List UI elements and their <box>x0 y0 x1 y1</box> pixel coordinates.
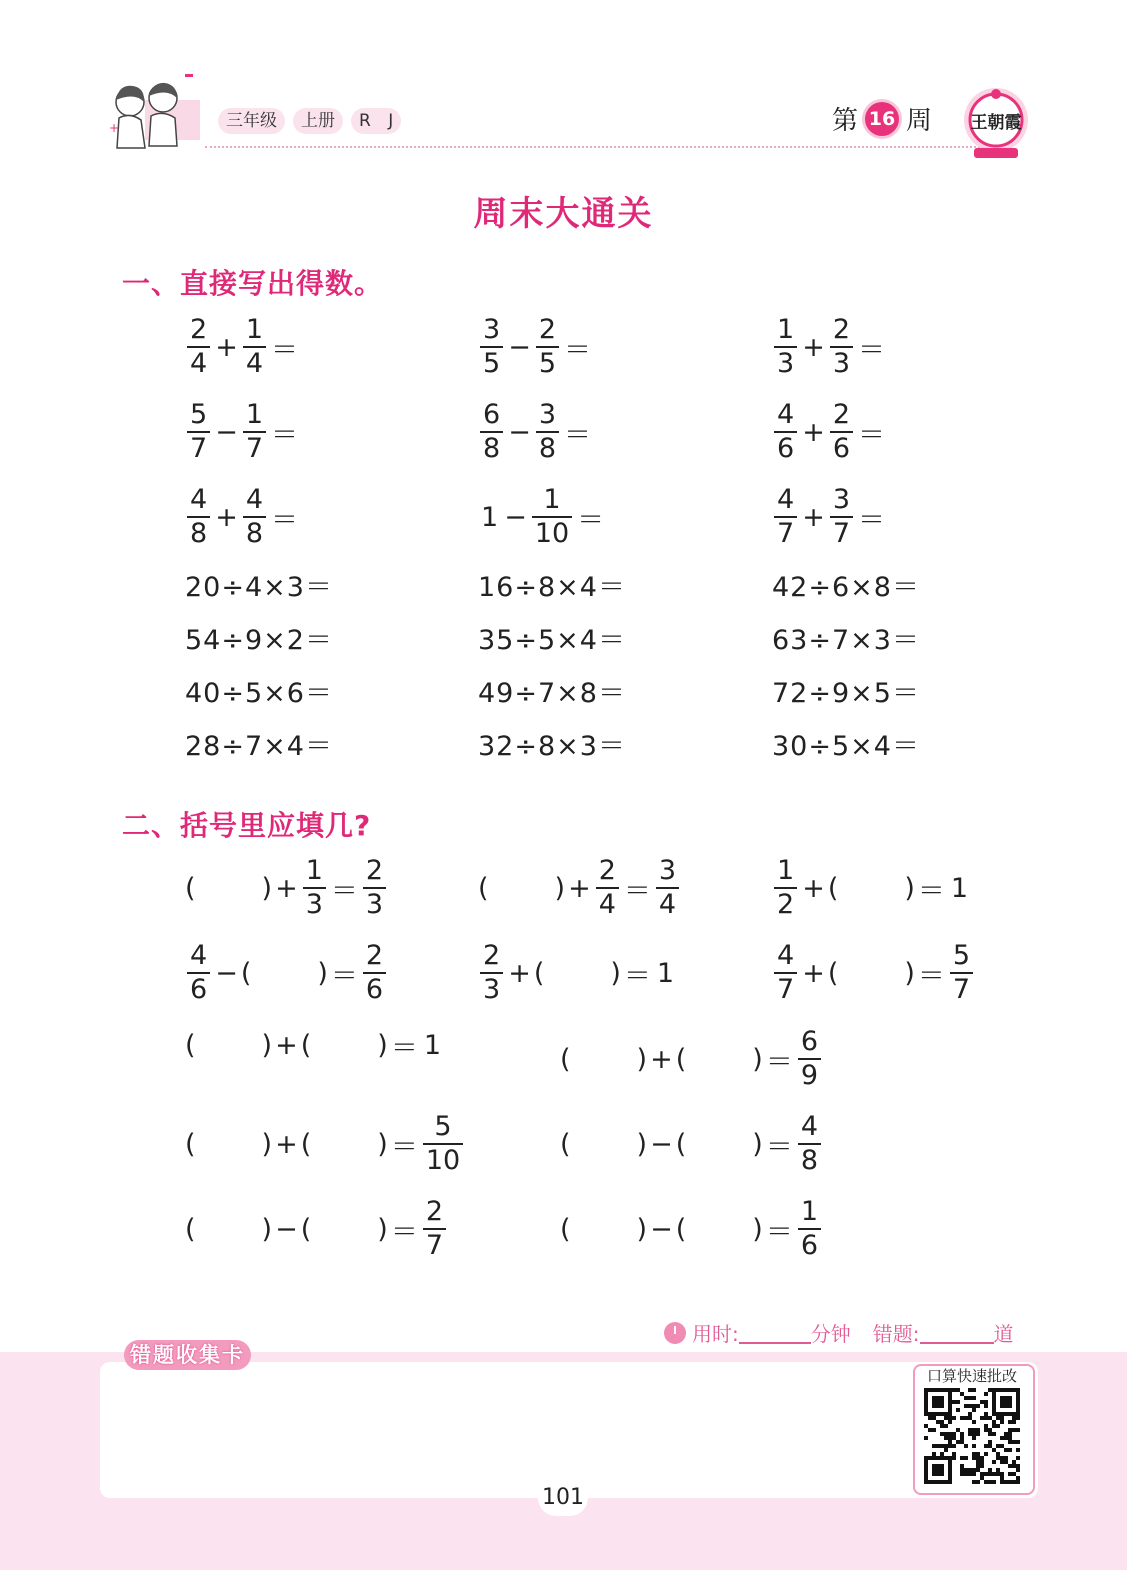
denominator: 6 <box>187 972 210 1006</box>
fraction-problem <box>185 484 301 550</box>
operator: + <box>568 872 591 904</box>
denominator: 6 <box>830 431 853 465</box>
time-record <box>664 1318 1014 1347</box>
numerator: 6 <box>800 1026 818 1057</box>
denominator: 8 <box>187 516 210 550</box>
arithmetic-problem: 42÷6×8＝ <box>772 572 920 603</box>
equals-sign: ＝ <box>271 504 298 536</box>
operator: − <box>215 416 238 448</box>
denominator: 3 <box>363 887 386 921</box>
denominator: 7 <box>774 516 797 550</box>
denominator: 7 <box>423 1228 446 1262</box>
operator: ＝ <box>765 1131 793 1163</box>
fraction-problem <box>478 484 607 550</box>
arithmetic-problem: 54÷9×2＝ <box>185 625 333 656</box>
fraction <box>774 940 797 1006</box>
fraction <box>187 314 210 380</box>
denominator: 8 <box>243 516 266 550</box>
time-label: 用时: <box>692 1322 739 1346</box>
operator: + <box>802 501 825 533</box>
numerator: 5 <box>952 940 971 971</box>
fraction <box>303 855 326 921</box>
numerator: 4 <box>777 940 795 971</box>
arithmetic-problem: 30÷5×4＝ <box>772 731 920 762</box>
operator: + <box>215 331 238 363</box>
numerator: 1 <box>800 1196 818 1227</box>
numerator: 4 <box>190 940 208 971</box>
fraction <box>950 940 973 1006</box>
operator: + <box>802 957 825 989</box>
operator: + <box>650 1043 673 1075</box>
errors-label: 错题: <box>872 1322 920 1346</box>
numerator: 1 <box>777 314 795 345</box>
fraction <box>187 399 210 465</box>
equals-sign: ＝ <box>271 334 298 366</box>
fraction <box>363 855 386 921</box>
denominator: 10 <box>423 1143 463 1177</box>
numerator: 2 <box>425 1196 443 1227</box>
arithmetic-problem: 35÷5×4＝ <box>478 625 626 656</box>
answer-parentheses[interactable]: ( ) <box>675 1128 763 1160</box>
error-collection-card <box>100 1362 1038 1498</box>
numerator: 6 <box>483 399 501 430</box>
answer-parentheses[interactable]: ( ) <box>560 1213 648 1245</box>
denominator: 8 <box>536 431 559 465</box>
operator: ＝ <box>390 1216 418 1248</box>
operator: + <box>275 872 298 904</box>
timer-icon <box>664 1322 686 1344</box>
fill-in-problem <box>772 940 975 1006</box>
numerator: 2 <box>365 855 384 886</box>
fraction <box>830 484 853 550</box>
errors-blank <box>920 1322 994 1344</box>
fraction-problem <box>478 314 594 380</box>
kids-illustration-icon <box>105 70 205 155</box>
grade-pill: 三年级 <box>218 108 285 134</box>
operator: + <box>802 331 825 363</box>
answer-parentheses[interactable]: ( ) <box>300 1128 388 1160</box>
fill-in-problem <box>478 855 681 921</box>
fraction <box>798 1111 821 1177</box>
svg-text:+: + <box>109 121 120 135</box>
operator: ＝ <box>330 960 358 992</box>
fraction-problem <box>772 314 888 380</box>
qr-code-icon[interactable] <box>924 1388 1020 1484</box>
answer-parentheses[interactable]: ( ) <box>827 957 915 989</box>
section-1-heading: 一、直接写出得数。 <box>122 267 384 300</box>
number: 1 <box>656 957 675 989</box>
fill-in-problem <box>185 1111 465 1177</box>
fraction <box>774 399 797 465</box>
fraction <box>187 484 210 550</box>
numerator: 2 <box>598 855 616 886</box>
operator: ＝ <box>765 1216 793 1248</box>
operator: − <box>650 1128 673 1160</box>
numerator: 2 <box>365 940 384 971</box>
errors-unit: 道 <box>993 1322 1014 1346</box>
numerator: 2 <box>832 314 850 345</box>
section-2-heading: 二、括号里应填几? <box>122 809 372 842</box>
fraction <box>363 940 386 1006</box>
qr-caption: 口算快速批改 <box>926 1367 1017 1385</box>
numerator: 2 <box>483 940 501 971</box>
fill-in-problem <box>185 1196 448 1262</box>
numerator: 3 <box>832 484 850 515</box>
fraction <box>798 1196 821 1262</box>
week-label <box>832 100 932 137</box>
denominator: 5 <box>480 346 503 380</box>
answer-parentheses[interactable]: ( ) <box>240 957 328 989</box>
operator: ＝ <box>623 960 651 992</box>
answer-parentheses[interactable]: ( ) <box>560 1128 648 1160</box>
answer-parentheses[interactable]: ( ) <box>560 1043 648 1075</box>
fill-in-problem <box>185 940 388 1006</box>
numerator: 3 <box>538 399 556 430</box>
denominator: 7 <box>243 431 266 465</box>
denominator: 7 <box>830 516 853 550</box>
fill-in-problem <box>560 1196 823 1262</box>
fill-in-problem <box>185 855 388 921</box>
arithmetic-problem: 16÷8×4＝ <box>478 572 626 603</box>
fraction <box>243 484 266 550</box>
brand-name: 王朝霞 <box>970 113 1022 133</box>
operator: − <box>504 501 527 533</box>
fill-in-problem <box>185 1026 444 1065</box>
operator: − <box>275 1213 298 1245</box>
denominator: 10 <box>532 516 572 550</box>
denominator: 4 <box>596 887 619 921</box>
numerator: 5 <box>434 1111 452 1142</box>
operator: + <box>275 1128 298 1160</box>
fraction <box>536 399 559 465</box>
denominator: 5 <box>536 346 559 380</box>
operator: ＝ <box>623 875 651 907</box>
denominator: 6 <box>798 1228 821 1262</box>
numerator: 4 <box>245 484 263 515</box>
operator: − <box>508 331 531 363</box>
equals-sign: ＝ <box>577 504 605 536</box>
numerator: 4 <box>800 1111 818 1142</box>
denominator: 2 <box>774 887 797 921</box>
time-blank <box>739 1322 811 1344</box>
numerator: 1 <box>245 399 263 430</box>
arithmetic-problem: 49÷7×8＝ <box>478 678 626 709</box>
fraction <box>830 314 853 380</box>
operator: ＝ <box>917 875 945 907</box>
fraction <box>798 1026 821 1092</box>
numerator: 1 <box>245 314 263 345</box>
operator: ＝ <box>390 1033 418 1064</box>
denominator: 7 <box>950 972 973 1006</box>
fraction <box>774 314 797 380</box>
fill-in-problem <box>560 1026 823 1092</box>
fraction <box>423 1111 463 1177</box>
volume-pill: 上册 <box>293 108 343 134</box>
fraction <box>774 855 797 921</box>
fill-in-problem <box>560 1111 823 1177</box>
week-prefix: 第 <box>832 106 859 136</box>
denominator: 8 <box>480 431 503 465</box>
error-card-title: 错题收集卡 <box>124 1340 251 1370</box>
answer-parentheses[interactable]: ( ) <box>675 1213 763 1245</box>
numerator: 5 <box>190 399 208 430</box>
arithmetic-problem: 20÷4×3＝ <box>185 572 333 603</box>
fraction <box>243 399 266 465</box>
answer-parentheses[interactable]: ( ) <box>185 872 273 904</box>
week-suffix: 周 <box>906 106 933 136</box>
page-number: 101 <box>538 1480 588 1516</box>
operator: + <box>275 1030 298 1061</box>
brand-logo-icon <box>960 82 1032 162</box>
fraction <box>423 1196 446 1262</box>
denominator: 8 <box>798 1143 821 1177</box>
answer-parentheses[interactable]: ( ) <box>478 872 566 904</box>
answer-parentheses[interactable]: ( ) <box>675 1043 763 1075</box>
denominator: 6 <box>363 972 386 1006</box>
operator: − <box>508 416 531 448</box>
numerator: 3 <box>483 314 501 345</box>
arithmetic-problem: 40÷5×6＝ <box>185 678 333 709</box>
arithmetic-problem: 63÷7×3＝ <box>772 625 920 656</box>
operator: ＝ <box>390 1131 418 1163</box>
arithmetic-problem: 72÷9×5＝ <box>772 678 920 709</box>
operator: + <box>215 501 238 533</box>
answer-parentheses[interactable]: ( ) <box>827 872 915 904</box>
numerator: 4 <box>777 484 795 515</box>
answer-parentheses[interactable]: ( ) <box>185 1128 273 1160</box>
denominator: 3 <box>303 887 326 921</box>
numerator: 4 <box>777 399 795 430</box>
fraction-problem <box>185 314 301 380</box>
numerator: 3 <box>658 855 677 886</box>
equals-sign: ＝ <box>858 504 885 536</box>
fraction <box>480 314 503 380</box>
fraction <box>536 314 559 380</box>
fraction <box>774 484 797 550</box>
answer-parentheses[interactable]: ( ) <box>185 1030 273 1061</box>
equals-sign: ＝ <box>858 334 885 366</box>
numerator: 4 <box>190 484 208 515</box>
fraction <box>480 940 503 1006</box>
denominator: 4 <box>187 346 210 380</box>
denominator: 3 <box>774 346 797 380</box>
equals-sign: ＝ <box>564 334 591 366</box>
numerator: 2 <box>190 314 208 345</box>
fraction <box>830 399 853 465</box>
fraction <box>187 940 210 1006</box>
week-number-badge: 16 <box>865 102 899 136</box>
number: 1 <box>950 872 969 904</box>
operator: − <box>215 957 238 989</box>
operator: ＝ <box>765 1046 793 1078</box>
fraction <box>596 855 619 921</box>
equals-sign: ＝ <box>271 419 298 451</box>
denominator: 9 <box>798 1058 821 1092</box>
time-unit: 分钟 <box>810 1322 851 1346</box>
fill-in-problem <box>772 855 971 921</box>
numerator: 1 <box>305 855 323 886</box>
fraction-problem <box>772 399 888 465</box>
equals-sign: ＝ <box>564 419 591 451</box>
operator: ＝ <box>330 875 358 907</box>
arithmetic-problem: 32÷8×3＝ <box>478 731 626 762</box>
operator: ＝ <box>917 960 945 992</box>
arithmetic-problem: 28÷7×4＝ <box>185 731 333 762</box>
answer-parentheses[interactable]: ( ) <box>300 1213 388 1245</box>
fraction-problem <box>772 484 888 550</box>
fraction <box>243 314 266 380</box>
page-title: 周末大通关 <box>473 194 654 234</box>
fraction <box>656 855 679 921</box>
numerator: 2 <box>538 314 556 345</box>
equals-sign: ＝ <box>858 419 885 451</box>
denominator: 7 <box>774 972 797 1006</box>
fraction <box>532 484 572 550</box>
numerator: 1 <box>543 484 561 515</box>
edition-pill: R J <box>351 108 401 134</box>
operator: − <box>650 1213 673 1245</box>
fraction-problem <box>185 399 301 465</box>
fraction <box>480 399 503 465</box>
numerator: 1 <box>777 855 795 886</box>
whole-number: 1 <box>481 501 499 533</box>
denominator: 7 <box>187 431 210 465</box>
denominator: 3 <box>830 346 853 380</box>
operator: + <box>802 416 825 448</box>
denominator: 4 <box>656 887 679 921</box>
denominator: 6 <box>774 431 797 465</box>
operator: + <box>802 872 825 904</box>
fraction-problem <box>478 399 594 465</box>
answer-parentheses[interactable]: ( ) <box>300 1030 388 1061</box>
answer-parentheses[interactable]: ( ) <box>185 1213 273 1245</box>
numerator: 2 <box>832 399 850 430</box>
header-divider <box>205 146 980 148</box>
answer-parentheses[interactable]: ( ) <box>533 957 621 989</box>
denominator: 4 <box>243 346 266 380</box>
grade-info <box>218 108 401 134</box>
fill-in-problem <box>478 940 677 1006</box>
denominator: 3 <box>480 972 503 1006</box>
operator: + <box>508 957 531 989</box>
number: 1 <box>423 1030 441 1061</box>
